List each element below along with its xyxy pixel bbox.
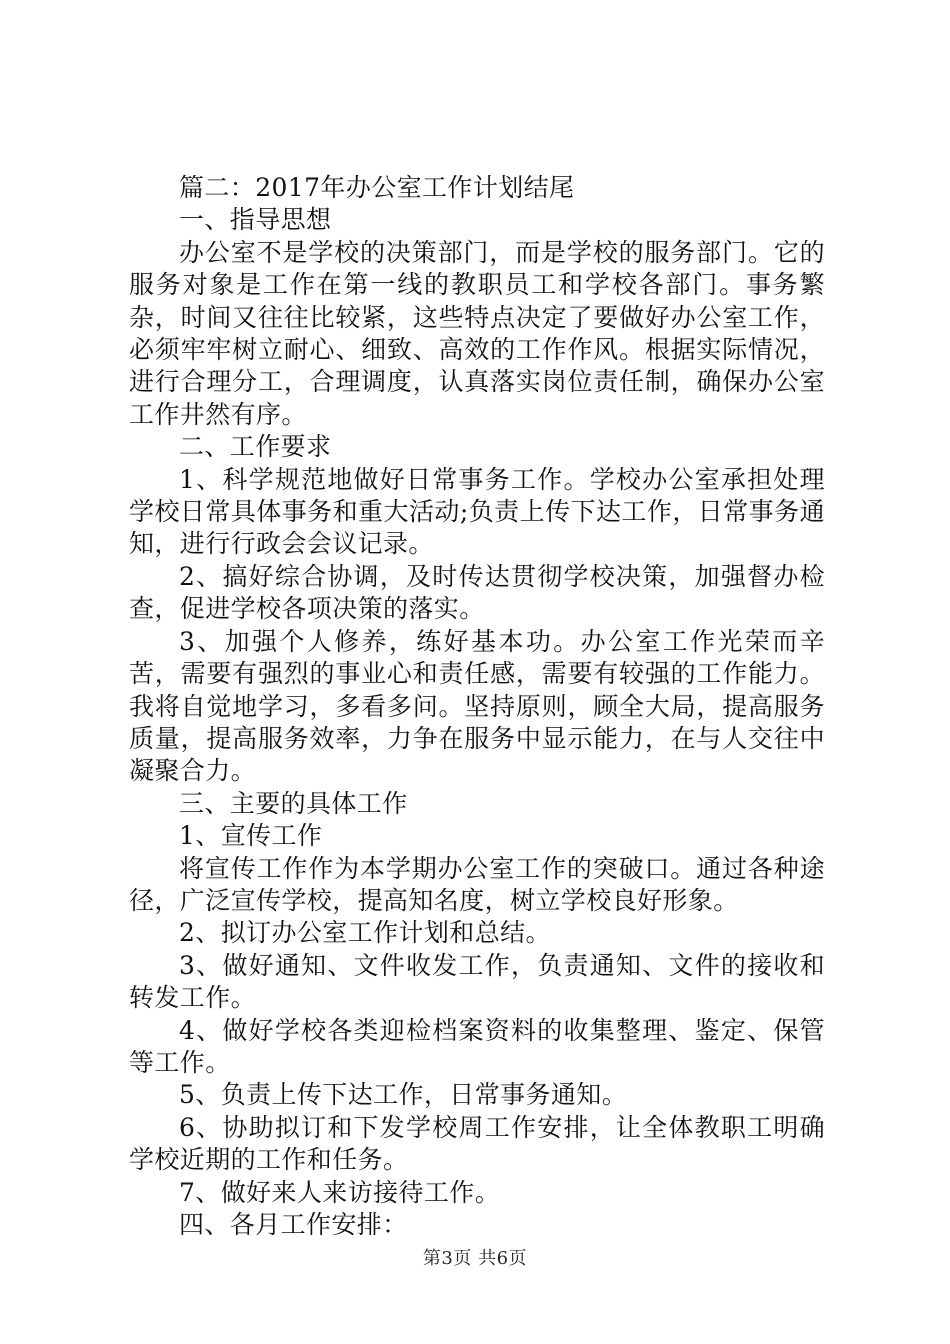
- body-paragraph: 2、搞好综合协调，及时传达贯彻学校决策，加强督办检查，促进学校各项决策的落实。: [129, 561, 825, 624]
- section-heading: 四、各月工作安排：: [179, 1210, 408, 1239]
- document-title: 篇二：2017年办公室工作计划结尾: [179, 173, 575, 202]
- list-item: 2、拟订办公室工作计划和总结。: [179, 918, 551, 948]
- section-heading: 二、工作要求: [179, 432, 332, 462]
- sub-heading: 1、宣传工作: [179, 821, 323, 851]
- list-item: 5、负责上传下达工作，日常事务通知。: [179, 1080, 628, 1110]
- section-heading: 三、主要的具体工作: [179, 788, 408, 818]
- list-item: 6、协助拟订和下发学校周工作安排，让全体教职工明确学校近期的工作和任务。: [129, 1112, 825, 1175]
- list-item: 3、做好通知、文件收发工作，负责通知、文件的接收和转发工作。: [129, 950, 825, 1013]
- body-paragraph: 办公室不是学校的决策部门，而是学校的服务部门。它的服务对象是工作在第一线的教职员工和学校各部门。事务繁杂，时间又往往比较紧，这些特点决定了要做好办公室工作，必须牢牢树立耐心、细致、高效的工作作风。根据实际情况，进行合理分工，合理调度，认真落实岗位责任制，确保办公室工作井然有序。: [129, 237, 825, 429]
- body-paragraph: 将宣传工作作为本学期办公室工作的突破口。通过各种途径，广泛宣传学校，提高知名度，树立学校良好形象。: [129, 853, 825, 915]
- body-paragraph: 3、加强个人修养，练好基本功。办公室工作光荣而辛苦，需要有强烈的事业心和责任感，需要有较强的工作能力。我将自觉地学习，多看多问。坚持原则，顾全大局，提高服务质量，提高服务效率，力争在服务中显示能力，在与人交往中凝聚合力。: [129, 626, 825, 786]
- document-body: [129, 172, 825, 1241]
- section-heading: 一、指导思想: [179, 205, 332, 235]
- list-item: 7、做好来人来访接待工作。: [179, 1177, 501, 1207]
- body-paragraph: 1、科学规范地做好日常事务工作。学校办公室承担处理学校日常具体事务和重大活动;负责上传下达工作，日常事务通知，进行行政会会议记录。: [129, 464, 825, 559]
- page-number-footer: 第3页 共6页: [422, 1248, 528, 1269]
- list-item: 4、做好学校各类迎检档案资料的收集整理、鉴定、保管等工作。: [129, 1015, 825, 1077]
